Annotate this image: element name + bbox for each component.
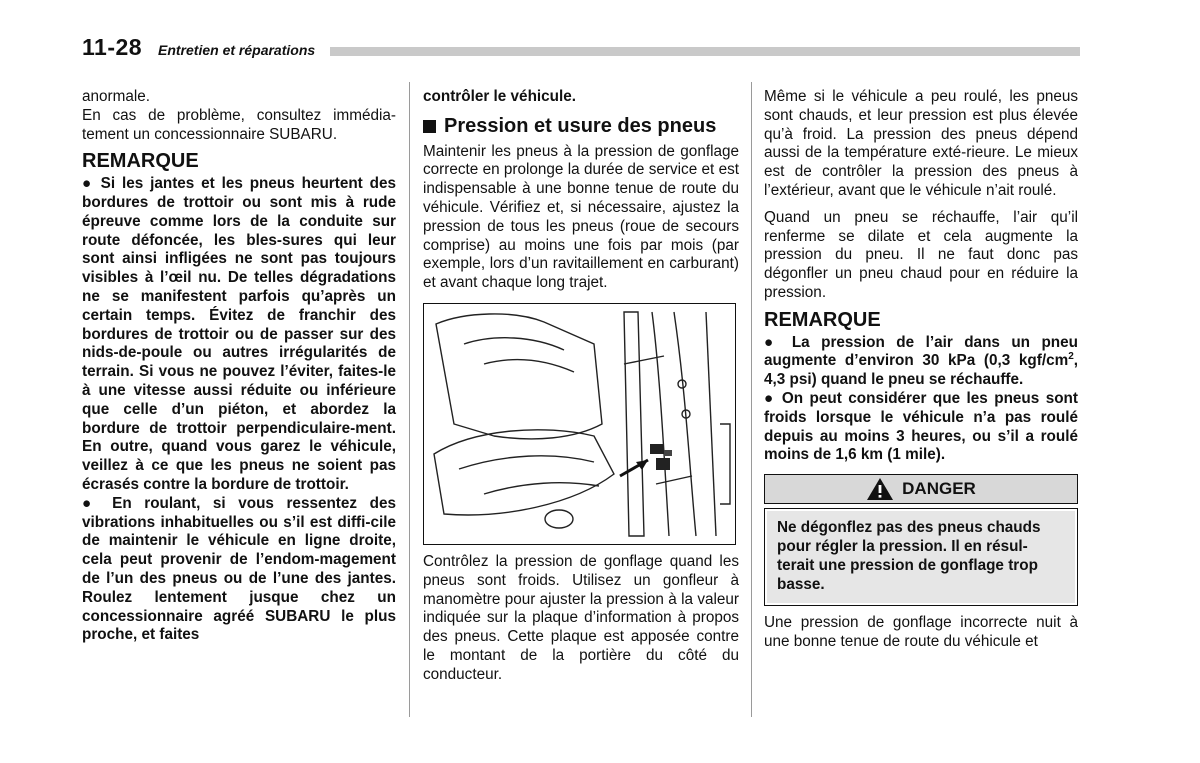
paragraph: anormale.: [82, 88, 151, 105]
seat-and-door-pillar-drawing: [424, 304, 734, 543]
paragraph: Quand un pneu se réchauffe, l’air qu’il renferme se dilate et cela augmente la pression du pneu. Il ne faut donc pas dégonfler un pneu chaud pour en réduire la pression.: [764, 208, 1078, 301]
paragraph: Maintenir les pneus à la pression de gonflage correcte en prolonge la durée de service et est indispensable à une bonne tenue de route du véhicule. Vérifiez et, si nécessaire, ajustez la pression de tous les pneus (roue de secours comprise) au moins une fois par mois (par exemple, lors d’un ravitaillement en carburant) et avant chaque long trajet.: [423, 142, 739, 292]
section-heading-text: Pression et usure des pneus: [444, 114, 717, 137]
remarque-heading: REMARQUE: [764, 308, 881, 331]
tire-placard: [650, 444, 672, 470]
danger-message-box: [764, 508, 1078, 606]
square-bullet-icon: [423, 120, 436, 133]
remarque-bullet: ● Si les jantes et les pneus heurtent des bordures de trottoir ou sont mis à rude épreuve comme lors de la conduite sur route défoncée, les bles-sures qui leur sont ainsi infligées ne sont pas toujours visibles à l’œil nu. De telles dégradations ne se manifestent parfois qu’après un certain temps. Évitez de franchir des bordures de trottoir ou de passer sur des nids-de-poule ou autres irrégularités de terrain. Si vous ne pouvez l’éviter, faites-le à une vitesse aussi réduite ou inférieure que celle d’un piéton, et abordez la bordure de trottoir perpendiculaire-ment. En outre, quand vous garez le véhicule, veillez à ce que les pneus ne soient pas écrasés contre la bordure de trottoir.: [82, 175, 396, 493]
paragraph: Une pression de gonflage incorrecte nuit à une bonne tenue de route du véhicule et: [764, 614, 1078, 651]
danger-text: Ne dégonflez pas des pneus chauds pour régler la pression. Il en résul-terait une pression de gonflage trop basse.: [777, 519, 1041, 593]
paragraph: contrôler le véhicule.: [423, 88, 577, 105]
danger-label: DANGER: [902, 478, 976, 498]
warning-triangle-icon: [866, 477, 894, 501]
remarque-bullet: ● La pression de l’air dans un pneu augmente d’environ 30 kPa (0,3 kgf/$cm^2$, 4,3 psi) quand le pneu se réchauffe.: [764, 333, 1078, 389]
paragraph: Même si le véhicule a peu roulé, les pneus sont chauds, et leur pression est plus élevée qu’à froid. La pression des pneus dépend aussi de la température exté-rieure. Le mieux est de contrôler la pression des pneus à l’extérieur, avant que le véhicule n’ait roulé.: [764, 88, 1078, 199]
column-divider-1: [409, 82, 410, 717]
door-pillar-illustration: [423, 303, 736, 545]
column-divider-2: [751, 82, 752, 717]
column-right: [764, 88, 1078, 652]
page-header: [82, 32, 1080, 62]
section-heading: [423, 114, 739, 137]
page-number: 11-28: [82, 34, 143, 60]
section-title: Entretien et réparations: [158, 42, 316, 58]
remarque-heading: REMARQUE: [82, 150, 199, 173]
paragraph: Contrôlez la pression de gonflage quand les pneus sont froids. Utilisez un gonfleur à manomètre pour ajuster la pression à la valeur indiquée sur la plaque d’information à propos des pneus. Cette plaque est apposée contre le montant de la portière du côté du conducteur.: [423, 552, 739, 683]
remarque-bullet: ● On peut considérer que les pneus sont froids lorsque le véhicule n’a pas roulé depuis au moins 3 heures, ou s’il a roulé moins de 1,6 km (1 mile).: [764, 389, 1078, 464]
danger-header-box: [764, 474, 1078, 504]
header-rule: [330, 47, 1080, 56]
column-middle: [423, 88, 739, 685]
column-left: [82, 88, 396, 645]
remarque-bullet: ● En roulant, si vous ressentez des vibrations inhabituelles ou s’il est diffi-cile de maintenir le véhicule en ligne droite, cela peut provenir de l’endom-magement de l’un des pneus ou de l’une des jantes. Roulez lentement jusque chez un concessionnaire agréé SUBARU le plus proche, et faites: [82, 494, 396, 644]
danger-header: [765, 475, 1077, 503]
paragraph: En cas de problème, consultez immédia-tement un concessionnaire SUBARU.: [82, 106, 396, 143]
